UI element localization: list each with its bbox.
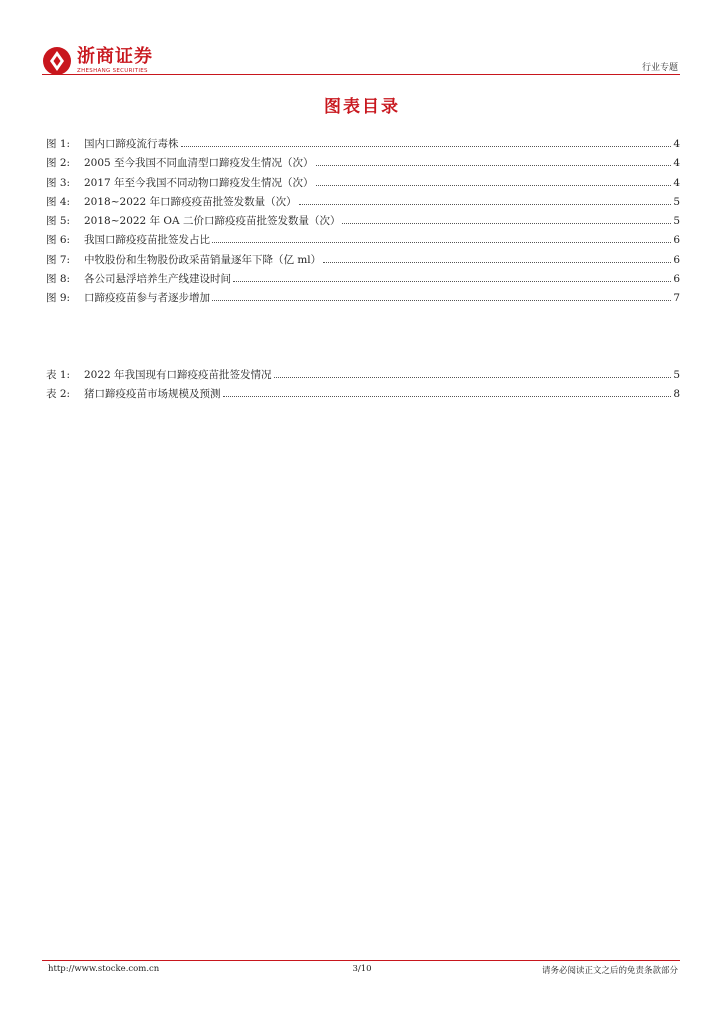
toc-leader-dots [323, 262, 671, 263]
toc-leader-dots [181, 146, 672, 147]
footer-url-link[interactable]: http://www.stocke.com.cn [48, 964, 160, 974]
header-divider [42, 74, 680, 75]
company-logo [42, 44, 153, 78]
page-title: 图表目录 [324, 97, 400, 117]
logo-chinese-name: 浙商证券 [77, 46, 153, 67]
toc-page-number: 4 [673, 157, 680, 170]
toc-title: 2022 年我国现有口蹄疫疫苗批签发情况 [84, 369, 272, 381]
toc-title: 我国口蹄疫疫苗批签发占比 [84, 234, 210, 247]
zheshang-logo-icon [42, 46, 72, 76]
logo-english-name: ZHESHANG SECURITIES [77, 68, 148, 74]
footer-disclaimer: 请务必阅读正文之后的免责条款部分 [541, 966, 678, 976]
toc-label: 图 2: [46, 157, 71, 170]
toc-row-table-2[interactable] [46, 385, 680, 404]
toc-label: 图 8: [46, 273, 71, 286]
toc-page-number: 6 [673, 234, 680, 247]
toc-page-number: 4 [673, 176, 680, 189]
toc-row-figure-6[interactable] [46, 231, 680, 250]
toc-page-number: 5 [673, 369, 680, 381]
toc-title: 猪口蹄疫疫苗市场规模及预测 [84, 388, 221, 401]
footer-page-number: 3/10 [352, 964, 372, 974]
table-list [46, 366, 680, 405]
toc-title: 2018~2022 年 OA 二价口蹄疫疫苗批签发数量（次） [84, 215, 341, 228]
toc-label: 图 5: [46, 215, 71, 228]
toc-leader-dots [212, 242, 671, 243]
toc-row-figure-2[interactable] [46, 154, 680, 173]
toc-leader-dots [212, 300, 671, 301]
toc-label: 图 4: [46, 195, 71, 208]
toc-title: 中牧股份和生物股份政采苗销量逐年下降（亿 ml） [84, 253, 322, 266]
toc-row-figure-8[interactable] [46, 270, 680, 289]
figure-list [46, 135, 680, 309]
toc-leader-dots [299, 204, 672, 205]
toc-page-number: 5 [673, 195, 680, 208]
toc-row-figure-3[interactable] [46, 174, 680, 193]
toc-label: 图 3: [46, 176, 71, 189]
toc-title: 2018~2022 年口蹄疫疫苗批签发数量（次） [84, 195, 297, 208]
toc-leader-dots [316, 185, 672, 186]
footer-divider [42, 960, 680, 961]
toc-label: 图 6: [46, 234, 71, 247]
toc-leader-dots [233, 281, 671, 282]
toc-page-number: 4 [673, 138, 680, 150]
toc-row-figure-1[interactable] [46, 135, 680, 154]
toc-row-table-1[interactable] [46, 366, 680, 385]
toc-leader-dots [274, 377, 672, 378]
toc-row-figure-5[interactable] [46, 212, 680, 231]
toc-title: 国内口蹄疫流行毒株 [84, 138, 179, 150]
toc-title: 2017 年至今我国不同动物口蹄疫发生情况（次） [84, 176, 314, 189]
toc-page-number: 8 [673, 388, 680, 401]
toc-leader-dots [316, 165, 672, 166]
toc-label: 表 2: [46, 388, 71, 401]
toc-page-number: 6 [673, 273, 680, 286]
toc-label: 表 1: [46, 369, 71, 381]
toc-label: 图 1: [46, 138, 71, 150]
toc-page-number: 5 [673, 215, 680, 228]
toc-label: 图 9: [46, 292, 71, 305]
toc-row-figure-7[interactable] [46, 251, 680, 270]
toc-title: 口蹄疫疫苗参与者逐步增加 [84, 292, 210, 305]
toc-leader-dots [342, 223, 671, 224]
toc-title: 各公司悬浮培养生产线建设时间 [84, 273, 231, 286]
toc-row-figure-9[interactable] [46, 289, 680, 308]
toc-page-number: 6 [673, 253, 680, 266]
toc-title: 2005 至今我国不同血清型口蹄疫发生情况（次） [84, 157, 314, 170]
toc-page-number: 7 [673, 292, 680, 305]
toc-row-figure-4[interactable] [46, 193, 680, 212]
toc-leader-dots [223, 396, 672, 397]
toc-label: 图 7: [46, 253, 71, 266]
section-label: 行业专题 [641, 63, 678, 73]
